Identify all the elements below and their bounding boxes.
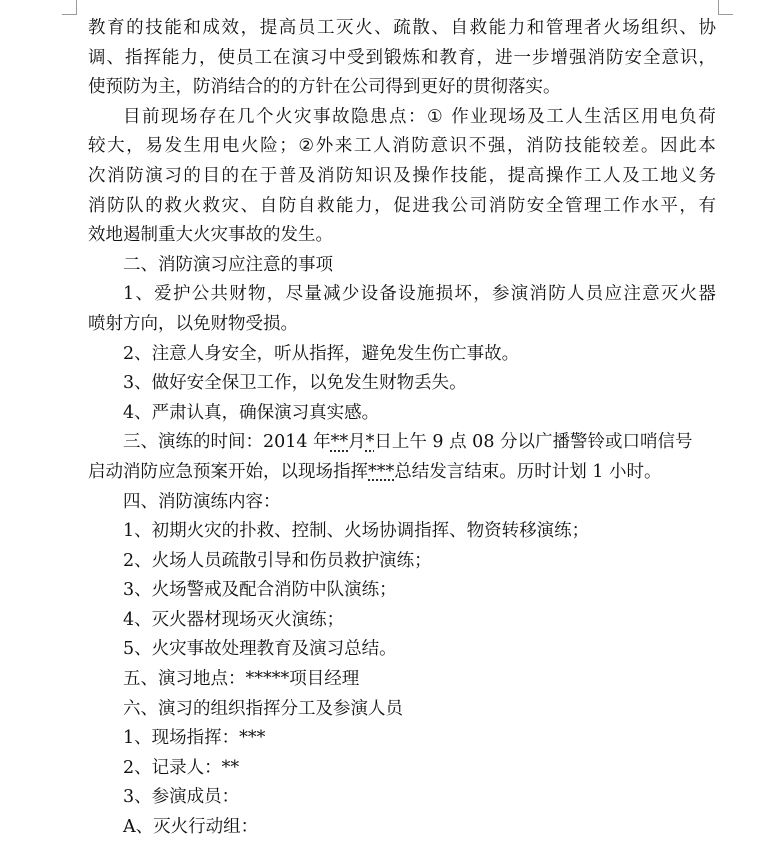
text-line: 启动消防应急预案开始，以现场指挥 *** 总结发言结束。历时计划 1 小时。 [88, 461, 662, 482]
text-line: 教 育 的 技 能 和 成 效 ， 提 高 员 工 灭 火 、 疏 散 、 自 救 能 力 和 管 理 者 火 场 组 织 、 协 [88, 18, 716, 38]
list-item: 2、记录人：** [123, 757, 240, 778]
list-item: 1、现场指挥：*** [123, 728, 266, 749]
section-heading: 二、消防演习应注意的事项 [123, 254, 333, 275]
list-item: 2、注意人身安全，听从指挥，避免发生伤亡事故。 [123, 343, 520, 364]
document-body [88, 14, 716, 843]
list-item: 2、火场人员疏散引导和伤员救护演练； [123, 550, 432, 571]
list-item: 5、火灾事故处理教育及演习总结。 [123, 639, 397, 660]
list-item: 4、灭火器材现场灭火演练； [123, 609, 345, 630]
text-line: 效地遏制重大火灾事故的发生。 [88, 225, 333, 246]
section-heading: 五、演习地点：*****项目经理 [123, 669, 360, 690]
text-line: 较 大 ， 易 发 生 用 电 火 险 ； ② 外 来 工 人 消 防 意 识 不 强 ， 消 防 技 能 较 差 。 因 此 本 [88, 136, 716, 157]
list-item: 4、严肃认真，确保演习真实感。 [123, 402, 380, 423]
text-line: 使预防为主，防消结合的的方针在公司得到更好的贯彻落实。 [88, 77, 561, 98]
text-line: 消 防 队 的 救 火 救 灾 、 自 防 自 救 能 力 ， 促 进 我 公 司 消 防 安 全 管 理 工 作 水 平 ， 有 [88, 195, 716, 216]
list-item: A、灭火行动组： [123, 817, 259, 838]
text-line: 喷射方向，以免财物受损。 [88, 313, 298, 334]
list-item: 3、参演成员： [123, 787, 240, 808]
list-item: 3、做好安全保卫工作，以免发生财物丢失。 [123, 373, 467, 394]
page-corner-mark-right [718, 0, 733, 15]
text-line: 目 前 现 场 存 在 几 个 火 灾 事 故 隐 患 点 ： ① 作 业 现 场 及 工 人 生 活 区 用 电 负 荷 [123, 106, 716, 127]
section-heading: 六、演习的组织指挥分工及参演人员 [123, 698, 403, 719]
section-heading: 三、演练的时间：2014 年 ** 月 * 日上午 9 点 08 分以广播警铃或口哨信号 [123, 432, 693, 453]
page-corner-mark-left [62, 0, 77, 15]
list-item: 1 、 爱 护 公 共 财 物 ， 尽 量 减 少 设 备 设 施 损 坏 ， 参 演 消 防 人 员 应 注 意 灭 火 器 [123, 284, 716, 305]
text-line: 次 消 防 演 习 的 目 的 在 于 普 及 消 防 知 识 及 操 作 技 能 ， 提 高 操 作 工 人 及 工 地 义 务 [88, 165, 716, 186]
section-heading: 四、消防演练内容： [123, 491, 281, 512]
list-item: 1、初期火灾的扑救、控制、火场协调指挥、物资转移演练； [123, 521, 590, 542]
list-item: 3、火场警戒及配合消防中队演练； [123, 580, 397, 601]
text-line: 调 、 指 挥 能 力 ， 使 员 工 在 演 习 中 受 到 锻 炼 和 教 育 ， 进 一 步 增 强 消 防 安 全 意 识 ， [88, 47, 716, 68]
